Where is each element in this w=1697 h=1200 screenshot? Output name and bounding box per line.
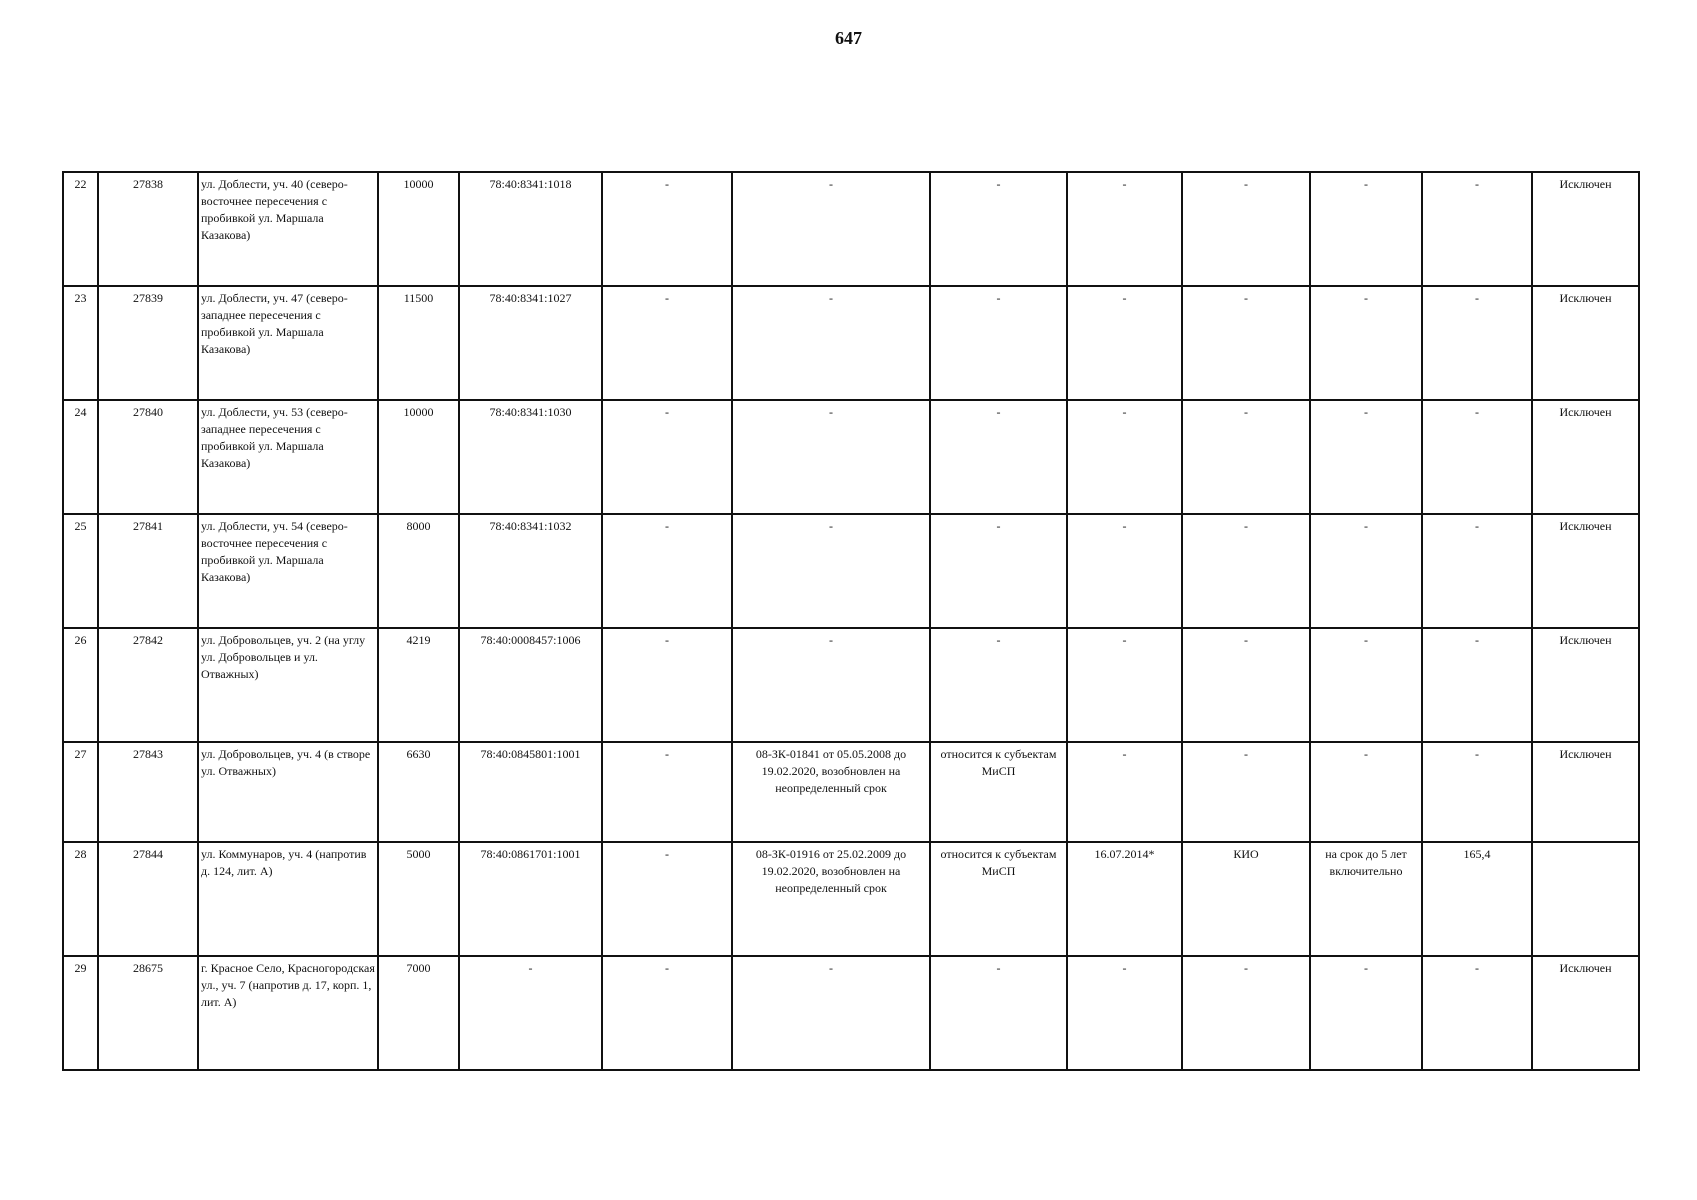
organization-cell: -: [1182, 172, 1310, 286]
value-cell: -: [1422, 514, 1532, 628]
date-cell: -: [1067, 742, 1182, 842]
category-cell: -: [930, 400, 1067, 514]
term-cell: -: [1310, 514, 1422, 628]
term-cell: -: [1310, 286, 1422, 400]
page-number: 647: [835, 28, 862, 48]
value-cell: -: [1422, 400, 1532, 514]
organization-cell: КИО: [1182, 842, 1310, 956]
decision-cell: -: [732, 628, 930, 742]
status-cell: Исключен: [1532, 514, 1639, 628]
column-6-cell: -: [602, 956, 732, 1070]
row-number: 22: [63, 172, 98, 286]
decision-cell: -: [732, 956, 930, 1070]
organization-cell: -: [1182, 742, 1310, 842]
row-number: 26: [63, 628, 98, 742]
value-cell: 165,4: [1422, 842, 1532, 956]
address-cell: ул. Коммунаров, уч. 4 (напротив д. 124, лит. А): [198, 842, 378, 956]
term-cell: -: [1310, 628, 1422, 742]
area-cell: 10000: [378, 400, 459, 514]
address-cell: ул. Добровольцев, уч. 2 (на углу ул. Добровольцев и ул. Отважных): [198, 628, 378, 742]
cadastral-number-cell: 78:40:0861701:1001: [459, 842, 602, 956]
date-cell: -: [1067, 400, 1182, 514]
area-cell: 11500: [378, 286, 459, 400]
area-cell: 4219: [378, 628, 459, 742]
column-6-cell: -: [602, 742, 732, 842]
status-cell: Исключен: [1532, 628, 1639, 742]
organization-cell: -: [1182, 514, 1310, 628]
cadastral-number-cell: 78:40:8341:1032: [459, 514, 602, 628]
date-cell: -: [1067, 286, 1182, 400]
row-number: 28: [63, 842, 98, 956]
table-row: [63, 514, 1639, 628]
value-cell: -: [1422, 742, 1532, 842]
column-6-cell: -: [602, 400, 732, 514]
table-row: [63, 742, 1639, 842]
term-cell: -: [1310, 400, 1422, 514]
table-row: [63, 628, 1639, 742]
date-cell: -: [1067, 956, 1182, 1070]
row-number: 23: [63, 286, 98, 400]
column-6-cell: -: [602, 842, 732, 956]
object-id: 27838: [98, 172, 198, 286]
term-cell: -: [1310, 742, 1422, 842]
decision-cell: -: [732, 400, 930, 514]
status-cell: [1532, 842, 1639, 956]
table-body: [63, 172, 1639, 1070]
row-number: 25: [63, 514, 98, 628]
organization-cell: -: [1182, 400, 1310, 514]
cadastral-number-cell: 78:40:8341:1027: [459, 286, 602, 400]
term-cell: -: [1310, 956, 1422, 1070]
area-cell: 10000: [378, 172, 459, 286]
status-cell: Исключен: [1532, 956, 1639, 1070]
cadastral-number-cell: 78:40:8341:1018: [459, 172, 602, 286]
status-cell: Исключен: [1532, 286, 1639, 400]
date-cell: -: [1067, 628, 1182, 742]
organization-cell: -: [1182, 628, 1310, 742]
table-row: [63, 172, 1639, 286]
area-cell: 8000: [378, 514, 459, 628]
date-cell: -: [1067, 172, 1182, 286]
area-cell: 5000: [378, 842, 459, 956]
column-6-cell: -: [602, 514, 732, 628]
status-cell: Исключен: [1532, 172, 1639, 286]
category-cell: относится к субъектам МиСП: [930, 742, 1067, 842]
cadastral-number-cell: 78:40:0008457:1006: [459, 628, 602, 742]
decision-cell: -: [732, 172, 930, 286]
registry-table: [62, 171, 1640, 1071]
category-cell: -: [930, 172, 1067, 286]
value-cell: -: [1422, 172, 1532, 286]
date-cell: -: [1067, 514, 1182, 628]
object-id: 27844: [98, 842, 198, 956]
object-id: 27842: [98, 628, 198, 742]
cadastral-number-cell: 78:40:8341:1030: [459, 400, 602, 514]
object-id: 28675: [98, 956, 198, 1070]
object-id: 27843: [98, 742, 198, 842]
category-cell: -: [930, 628, 1067, 742]
table-row: [63, 400, 1639, 514]
status-cell: Исключен: [1532, 742, 1639, 842]
value-cell: -: [1422, 628, 1532, 742]
cadastral-number-cell: 78:40:0845801:1001: [459, 742, 602, 842]
row-number: 24: [63, 400, 98, 514]
term-cell: на срок до 5 лет включительно: [1310, 842, 1422, 956]
table-row: [63, 286, 1639, 400]
row-number: 29: [63, 956, 98, 1070]
address-cell: г. Красное Село, Красногородская ул., уч. 7 (напротив д. 17, корп. 1, лит. А): [198, 956, 378, 1070]
value-cell: -: [1422, 956, 1532, 1070]
decision-cell: 08-ЗК-01841 от 05.05.2008 до 19.02.2020, возобновлен на неопределенный срок: [732, 742, 930, 842]
table-row: [63, 842, 1639, 956]
category-cell: -: [930, 956, 1067, 1070]
address-cell: ул. Доблести, уч. 54 (северо-восточнее пересечения с пробивкой ул. Маршала Казакова): [198, 514, 378, 628]
address-cell: ул. Добровольцев, уч. 4 (в створе ул. Отважных): [198, 742, 378, 842]
address-cell: ул. Доблести, уч. 47 (северо-западнее пересечения с пробивкой ул. Маршала Казакова): [198, 286, 378, 400]
object-id: 27841: [98, 514, 198, 628]
area-cell: 7000: [378, 956, 459, 1070]
column-6-cell: -: [602, 286, 732, 400]
date-cell: 16.07.2014*: [1067, 842, 1182, 956]
decision-cell: -: [732, 514, 930, 628]
term-cell: -: [1310, 172, 1422, 286]
column-6-cell: -: [602, 172, 732, 286]
status-cell: Исключен: [1532, 400, 1639, 514]
address-cell: ул. Доблести, уч. 53 (северо-западнее пересечения с пробивкой ул. Маршала Казакова): [198, 400, 378, 514]
decision-cell: 08-ЗК-01916 от 25.02.2009 до 19.02.2020, возобновлен на неопределенный срок: [732, 842, 930, 956]
category-cell: -: [930, 286, 1067, 400]
organization-cell: -: [1182, 956, 1310, 1070]
object-id: 27839: [98, 286, 198, 400]
column-6-cell: -: [602, 628, 732, 742]
category-cell: относится к субъектам МиСП: [930, 842, 1067, 956]
row-number: 27: [63, 742, 98, 842]
category-cell: -: [930, 514, 1067, 628]
cadastral-number-cell: -: [459, 956, 602, 1070]
address-cell: ул. Доблести, уч. 40 (северо-восточнее пересечения с пробивкой ул. Маршала Казакова): [198, 172, 378, 286]
table-row: [63, 956, 1639, 1070]
decision-cell: -: [732, 286, 930, 400]
object-id: 27840: [98, 400, 198, 514]
value-cell: -: [1422, 286, 1532, 400]
area-cell: 6630: [378, 742, 459, 842]
organization-cell: -: [1182, 286, 1310, 400]
